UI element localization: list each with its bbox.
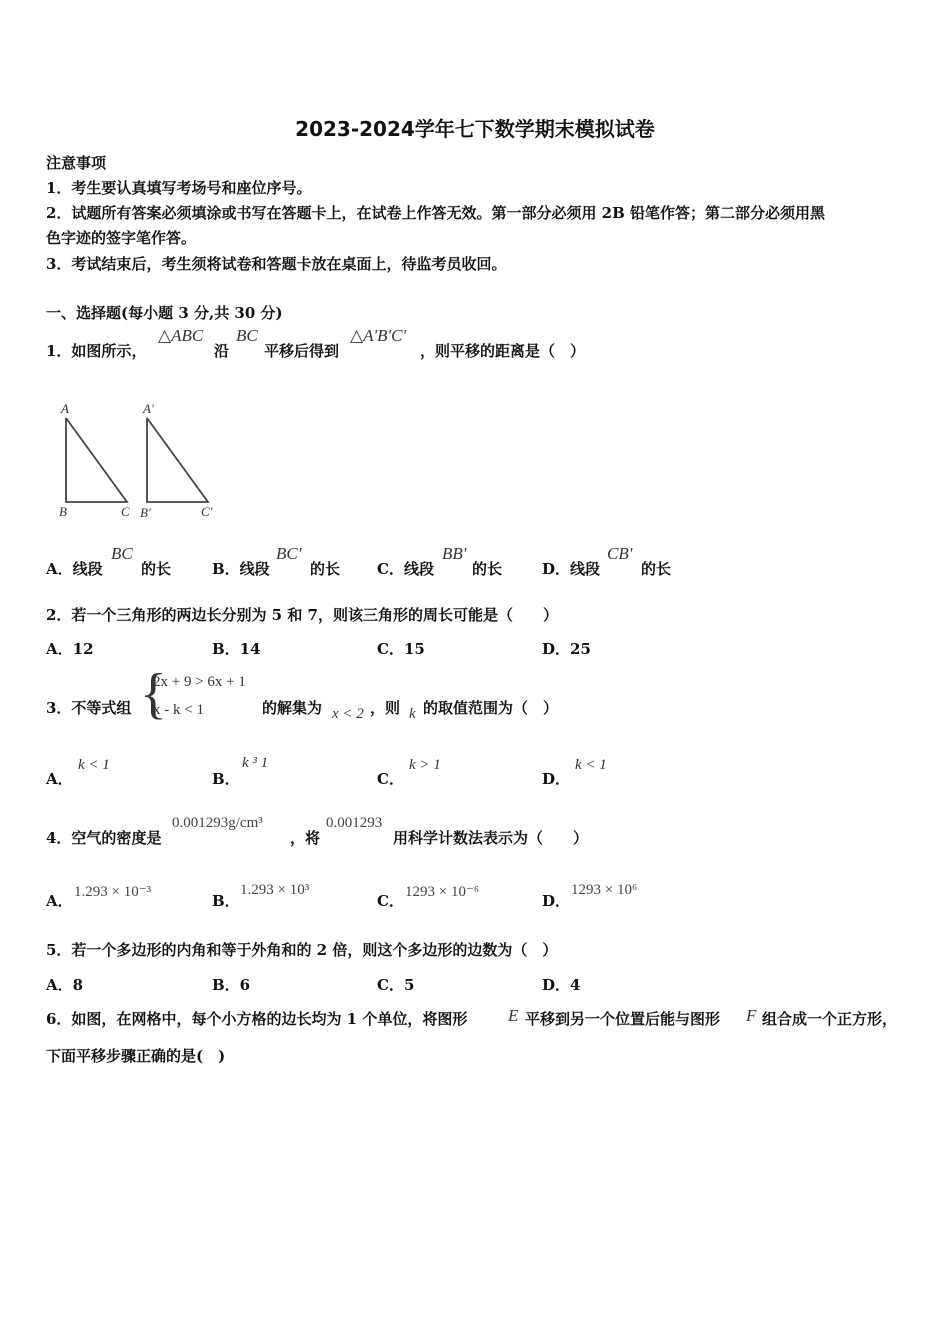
q3-option-c: C．: [377, 770, 404, 788]
q4-option-a: A．: [46, 892, 73, 910]
q1-option-b-math: BC': [276, 544, 302, 563]
q4-option-b: B．: [212, 892, 240, 910]
q2-option-d: D．25: [542, 640, 591, 658]
q4-option-c: C．: [377, 892, 404, 910]
q1-figure: [55, 400, 225, 522]
q5-option-b: B．6: [212, 976, 251, 994]
q6-text: 平移到另一个位置后能与图形: [525, 1010, 721, 1028]
q5-option-c: C．5: [377, 976, 415, 994]
notice-item: 3．考试结束后，考生须将试卷和答题卡放在桌面上，待监考员收回。: [46, 255, 507, 273]
q1-text: 沿: [214, 342, 230, 360]
q3-text: 的取值范围为（ ）: [423, 699, 559, 717]
notice-item: 1．考生要认真填写考场号和座位序号。: [46, 179, 312, 197]
q1-text: 平移后得到: [264, 342, 340, 360]
q3-math: k: [409, 706, 416, 722]
q1-option-d: D．线段: [542, 560, 601, 578]
q3-option-c-math: k > 1: [409, 757, 441, 773]
q3-system-line1: 2x + 9 > 6x + 1: [153, 674, 246, 690]
q3-option-a-math: k < 1: [78, 757, 110, 773]
system-brace: {: [140, 663, 167, 725]
label-c-prime: C': [201, 504, 213, 519]
q2-option-c: C．15: [377, 640, 425, 658]
q3-option-b-math: k ³ 1: [242, 755, 269, 771]
q4-text: ，将: [290, 829, 321, 847]
q4-math: 0.001293g/cm³: [172, 815, 263, 831]
q2-option-a: A．12: [46, 640, 94, 658]
q1-text: ，则平移的距离是（ ）: [420, 342, 586, 360]
q6-text: 6．如图，在网格中，每个小方格的边长均为 1 个单位，将图形: [46, 1010, 468, 1028]
q2-text: 2．若一个三角形的两边长分别为 5 和 7，则该三角形的周长可能是（ ）: [46, 606, 558, 624]
q1-option-c-suffix: 的长: [472, 560, 503, 578]
q3-text: 的解集为: [262, 699, 323, 717]
q3-text: 3．不等式组: [46, 699, 132, 717]
page-title: 2023-2024学年七下数学期末模拟试卷: [295, 117, 655, 141]
q4-text: 用科学计数法表示为（ ）: [393, 829, 589, 847]
q5-text: 5．若一个多边形的内角和等于外角和的 2 倍，则这个多边形的边数为（ ）: [46, 941, 558, 959]
q3-option-a: A．: [46, 770, 73, 788]
section-heading: 一、选择题(每小题 3 分,共 30 分): [46, 304, 283, 322]
q1-math: BC: [236, 326, 258, 345]
q6-math: F: [746, 1006, 757, 1025]
label-b: B: [59, 504, 67, 519]
q3-math: x < 2: [332, 706, 364, 722]
q1-option-a-math: BC: [111, 544, 133, 563]
q1-option-d-math: CB': [607, 544, 633, 563]
q1-option-b: B．线段: [212, 560, 270, 578]
q4-math: 0.001293: [326, 815, 383, 831]
q1-option-c-math: BB': [442, 544, 467, 563]
q6-math: E: [508, 1006, 519, 1025]
q3-option-d: D．: [542, 770, 571, 788]
q1-math: △A'B'C': [350, 326, 407, 345]
q3-system-line2: x - k < 1: [153, 702, 204, 718]
q1-option-d-suffix: 的长: [641, 560, 672, 578]
triangle-abc-prime: [147, 418, 208, 502]
notice-item: 2．试题所有答案必须填涂或书写在答题卡上，在试卷上作答无效。第一部分必须用 2B 铅笔作答；第二部分必须用黑: [46, 204, 826, 222]
q3-text: ，则: [370, 699, 401, 717]
q6-text: 组合成一个正方形，: [762, 1010, 898, 1028]
label-b-prime: B': [140, 505, 151, 520]
triangle-abc: [66, 418, 127, 502]
q5-option-a: A．8: [46, 976, 84, 994]
label-a: A: [61, 401, 69, 416]
q1-option-c: C．线段: [377, 560, 434, 578]
q1-option-b-suffix: 的长: [310, 560, 341, 578]
q4-option-c-math: 1293 × 10⁻⁶: [405, 884, 480, 900]
label-a-prime: A': [143, 401, 154, 416]
q4-option-d-math: 1293 × 10⁶: [571, 882, 638, 898]
q1-text: 1．如图所示，: [46, 342, 147, 360]
label-c: C: [121, 504, 130, 519]
q5-option-d: D．4: [542, 976, 581, 994]
q1-option-a-suffix: 的长: [141, 560, 172, 578]
q4-option-a-math: 1.293 × 10⁻³: [74, 884, 152, 900]
q4-option-b-math: 1.293 × 10³: [240, 882, 310, 898]
q3-option-b: B．: [212, 770, 240, 788]
q1-option-a: A．线段: [46, 560, 103, 578]
q1-math: △ABC: [158, 326, 204, 345]
q2-option-b: B．14: [212, 640, 261, 658]
notice-heading: 注意事项: [46, 154, 107, 172]
notice-item: 色字迹的签字笔作答。: [46, 229, 197, 247]
q3-option-d-math: k < 1: [575, 757, 607, 773]
q4-text: 4．空气的密度是: [46, 829, 162, 847]
q4-option-d: D．: [542, 892, 571, 910]
q6-text-line2: 下面平移步骤正确的是( ): [46, 1047, 226, 1065]
